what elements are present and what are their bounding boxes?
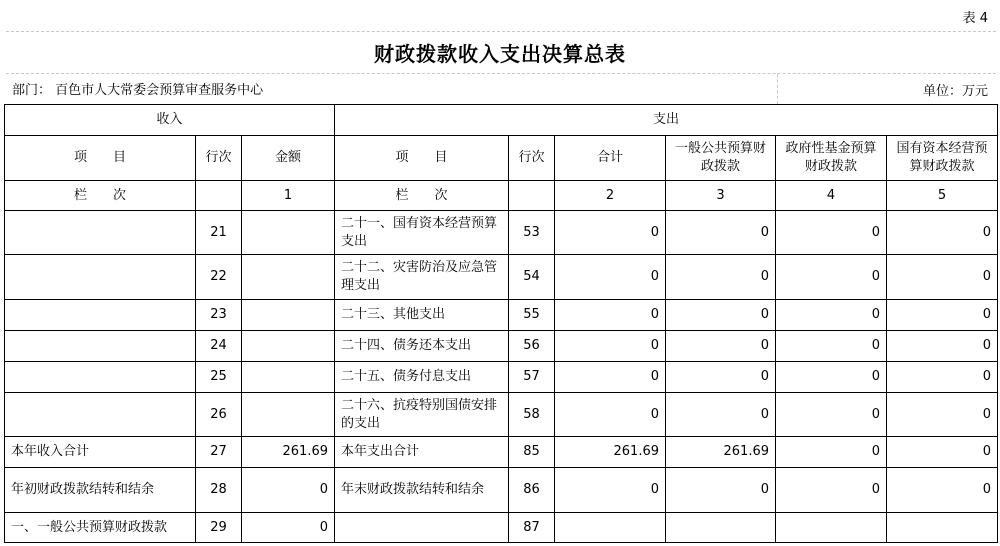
income-column-label: 栏 次: [5, 181, 196, 211]
fund-value: 0: [776, 300, 887, 331]
table-row: [5, 437, 998, 468]
report-title: 财政拨款收入支出决算总表: [374, 42, 626, 66]
expense-header: 支出: [335, 105, 998, 136]
col-index-5: 5: [887, 181, 998, 211]
income-line: 26: [196, 393, 242, 437]
income-line: 29: [196, 513, 242, 543]
income-amount: 0: [242, 468, 335, 513]
capital-value: [887, 513, 998, 543]
finance-table: [4, 104, 998, 543]
expense-line: 86: [509, 468, 555, 513]
table-row: [5, 513, 998, 543]
expense-item: 二十一、国有资本经营预算支出: [335, 211, 509, 255]
general-value: 0: [666, 300, 776, 331]
capital-value: 0: [887, 300, 998, 331]
fund-value: [776, 513, 887, 543]
general-budget-header: 一般公共预算财政拨款: [666, 136, 776, 181]
state-capital-header: 国有资本经营预算财政拨款: [887, 136, 998, 181]
income-line: 27: [196, 437, 242, 468]
income-line: 23: [196, 300, 242, 331]
general-value: 0: [666, 393, 776, 437]
expense-item: [335, 513, 509, 543]
general-value: 0: [666, 211, 776, 255]
total-value: 0: [555, 393, 666, 437]
fund-value: 0: [776, 362, 887, 393]
table-row: [5, 211, 998, 255]
expense-line: 85: [509, 437, 555, 468]
income-item: [5, 331, 196, 362]
total-value: 261.69: [555, 437, 666, 468]
income-amount: [242, 211, 335, 255]
total-header: 合计: [555, 136, 666, 181]
expense-item: 二十五、债务付息支出: [335, 362, 509, 393]
income-line: 22: [196, 255, 242, 300]
divider-top: [6, 31, 996, 32]
general-value: 0: [666, 468, 776, 513]
col-index-2: 2: [555, 181, 666, 211]
divider-bottom: [6, 73, 996, 74]
table-row: [5, 468, 998, 513]
capital-value: 0: [887, 331, 998, 362]
fund-value: 0: [776, 331, 887, 362]
income-item: [5, 211, 196, 255]
expense-item-header: 项 目: [335, 136, 509, 181]
capital-value: 0: [887, 437, 998, 468]
income-line-header: 行次: [196, 136, 242, 181]
income-amount: [242, 300, 335, 331]
income-line: 28: [196, 468, 242, 513]
expense-line: 55: [509, 300, 555, 331]
capital-value: 0: [887, 255, 998, 300]
header-row-columns: [5, 136, 998, 181]
table-row: [5, 300, 998, 331]
expense-line: 57: [509, 362, 555, 393]
capital-value: 0: [887, 393, 998, 437]
unit-divider: [777, 74, 778, 104]
expense-item: 二十三、其他支出: [335, 300, 509, 331]
capital-value: 0: [887, 468, 998, 513]
income-amount: [242, 331, 335, 362]
fund-value: 0: [776, 255, 887, 300]
expense-line-header: 行次: [509, 136, 555, 181]
income-item: 本年收入合计: [5, 437, 196, 468]
capital-value: 0: [887, 211, 998, 255]
fund-value: 0: [776, 437, 887, 468]
income-line: 24: [196, 331, 242, 362]
unit-label: 单位：万元: [922, 84, 988, 99]
income-item: [5, 362, 196, 393]
income-line: 21: [196, 211, 242, 255]
income-header: 收入: [5, 105, 335, 136]
income-amount: [242, 362, 335, 393]
total-value: 0: [555, 468, 666, 513]
income-amount: [242, 393, 335, 437]
total-value: 0: [555, 211, 666, 255]
col-index-1: 1: [242, 181, 335, 211]
capital-value: 0: [887, 362, 998, 393]
expense-item: 二十二、灾害防治及应急管理支出: [335, 255, 509, 300]
general-value: 0: [666, 331, 776, 362]
expense-item: 二十六、抗疫特别国债安排的支出: [335, 393, 509, 437]
expense-item: 年末财政拨款结转和结余: [335, 468, 509, 513]
income-item: 年初财政拨款结转和结余: [5, 468, 196, 513]
income-item: [5, 300, 196, 331]
fund-value: 0: [776, 393, 887, 437]
total-value: 0: [555, 300, 666, 331]
income-item-header: 项 目: [5, 136, 196, 181]
income-amount-header: 金额: [242, 136, 335, 181]
column-index-row: [5, 181, 998, 211]
fund-value: 0: [776, 468, 887, 513]
fund-value: 0: [776, 211, 887, 255]
col-index-4: 4: [776, 181, 887, 211]
gov-fund-header: 政府性基金预算财政拨款: [776, 136, 887, 181]
expense-line: 87: [509, 513, 555, 543]
table-number: 表 4: [962, 11, 988, 26]
general-value: 0: [666, 255, 776, 300]
total-value: [555, 513, 666, 543]
total-value: 0: [555, 255, 666, 300]
income-item: [5, 393, 196, 437]
income-item: [5, 255, 196, 300]
blank-cell: [196, 181, 242, 211]
general-value: 0: [666, 362, 776, 393]
table-row: [5, 331, 998, 362]
total-value: 0: [555, 331, 666, 362]
expense-column-label: 栏 次: [335, 181, 509, 211]
table-row: [5, 362, 998, 393]
table-row: [5, 393, 998, 437]
general-value: 261.69: [666, 437, 776, 468]
expense-item: 二十四、债务还本支出: [335, 331, 509, 362]
expense-item: 本年支出合计: [335, 437, 509, 468]
income-amount: 261.69: [242, 437, 335, 468]
expense-line: 54: [509, 255, 555, 300]
header-row-sections: [5, 105, 998, 136]
table-row: [5, 255, 998, 300]
expense-line: 53: [509, 211, 555, 255]
expense-line: 56: [509, 331, 555, 362]
blank-cell: [509, 181, 555, 211]
expense-line: 58: [509, 393, 555, 437]
income-amount: [242, 255, 335, 300]
income-amount: 0: [242, 513, 335, 543]
total-value: 0: [555, 362, 666, 393]
department-label: 部门： 百色市人大常委会预算审查服务中心: [12, 83, 264, 98]
income-line: 25: [196, 362, 242, 393]
general-value: [666, 513, 776, 543]
col-index-3: 3: [666, 181, 776, 211]
income-item: 一、一般公共预算财政拨款: [5, 513, 196, 543]
